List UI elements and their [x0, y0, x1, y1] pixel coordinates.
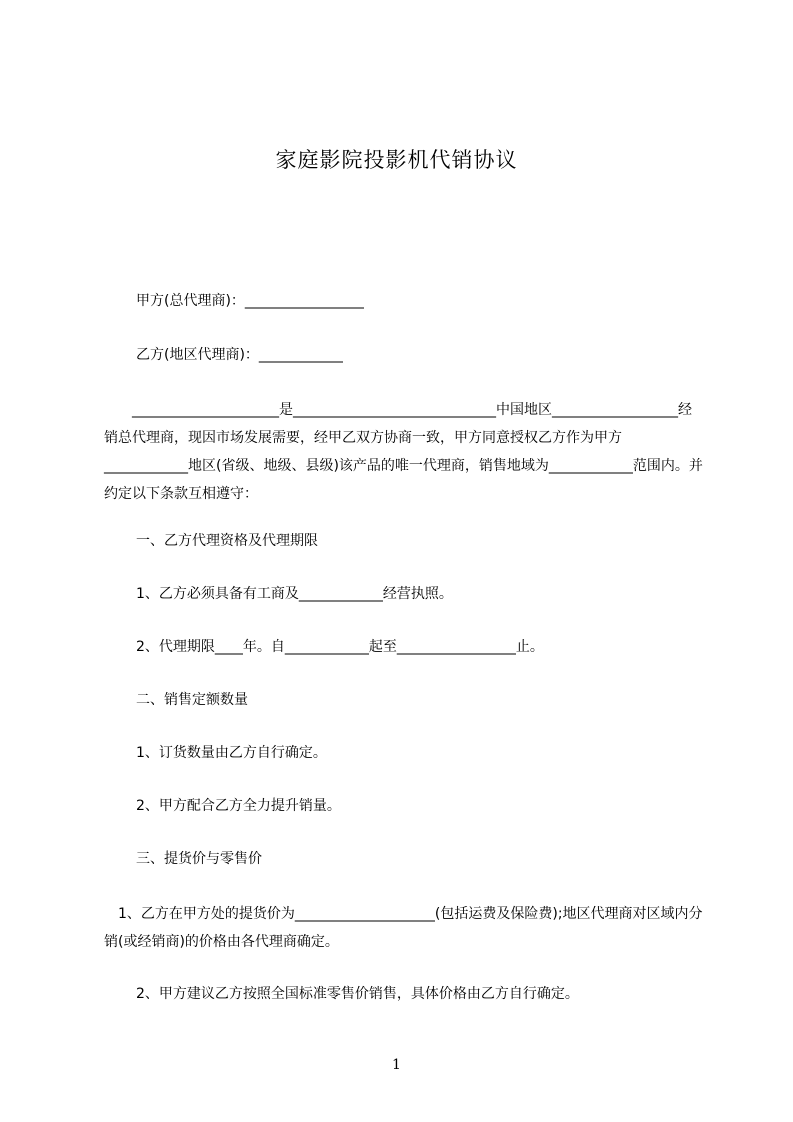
- page-number: 1: [392, 1057, 401, 1073]
- section-2-item-2: 2、甲方配合乙方全力提升销量。: [136, 798, 341, 814]
- section-2-item-1: 1、订货数量由乙方自行确定。: [136, 745, 327, 761]
- section-1-item-2: 2、代理期限____年。自____________起至_________________止。: [136, 639, 544, 655]
- section-3-item-1: 1、乙方在甲方处的提货价为____________________(包括运费及保险费);地区代理商对区域内分销(或经销商)的价格由各代理商确定。: [104, 906, 703, 950]
- section-3-item-2: 2、甲方建议乙方按照全国标准零售价销售，具体价格由乙方自行确定。: [136, 986, 579, 1002]
- section-3-heading: 三、提货价与零售价: [136, 851, 262, 867]
- intro-paragraph: _____________________是_____________________________中国地区__________________经销总代理商，现因市场发展需要，经甲乙双方协商一致，甲方同意授权乙方作为甲方____________地区(省级、地级、县级)该产品的唯一代理商，销售地域为____________范围内。并约定以下条款互相遵守：: [104, 402, 703, 502]
- section-1-item-1: 1、乙方必须具备有工商及____________经营执照。: [136, 586, 453, 602]
- document-title: 家庭影院投影机代销协议: [275, 148, 518, 172]
- party-a-line: 甲方(总代理商)：_________________: [136, 293, 364, 309]
- section-1-heading: 一、乙方代理资格及代理期限: [136, 533, 318, 549]
- section-2-heading: 二、销售定额数量: [136, 692, 248, 708]
- party-b-line: 乙方(地区代理商)：____________: [136, 347, 343, 363]
